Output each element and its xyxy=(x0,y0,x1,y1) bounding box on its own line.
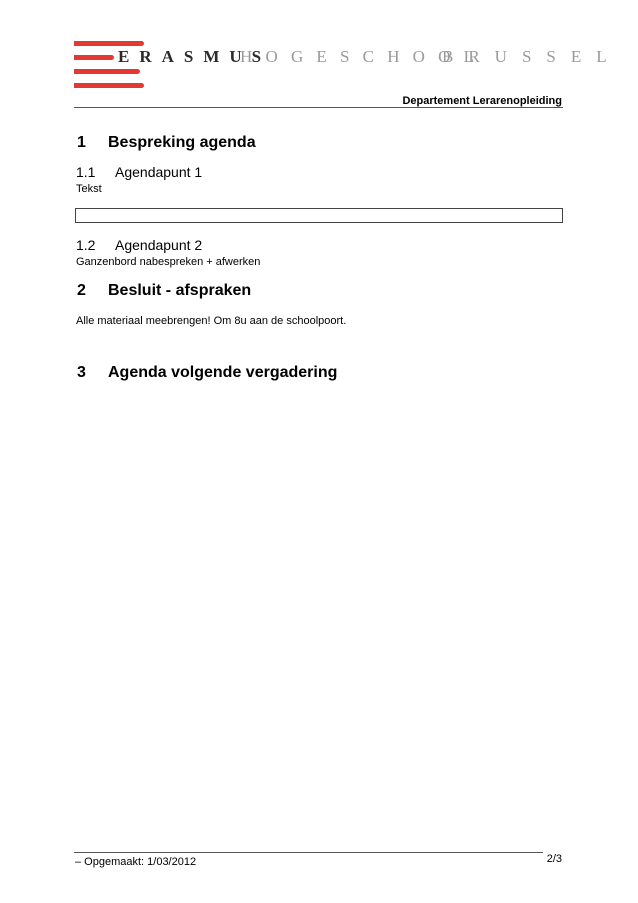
section-number: 1 xyxy=(77,134,86,151)
logo-stripe xyxy=(74,83,144,88)
school-logo xyxy=(74,38,622,94)
subsection-text: Ganzenbord nabespreken + afwerken xyxy=(76,256,261,268)
section-heading xyxy=(77,364,557,384)
section-heading xyxy=(77,134,557,154)
logo-hogeschool: HOGESCHOOL xyxy=(240,47,488,66)
logo-stripe xyxy=(74,41,144,46)
logo-stripe xyxy=(74,55,114,60)
subsection-number: 1.2 xyxy=(76,237,96,253)
footer-divider xyxy=(74,852,543,853)
section-number: 3 xyxy=(77,364,86,381)
subsection-title: Agendapunt 1 xyxy=(115,164,203,180)
department-name: Departement Lerarenopleiding xyxy=(402,95,562,107)
text-box xyxy=(75,208,563,223)
header-divider xyxy=(74,107,563,108)
footer-created-date: – Opgemaakt: 1/03/2012 xyxy=(75,856,197,868)
section-title: Bespreking agenda xyxy=(108,134,256,151)
subsection-heading xyxy=(76,237,556,255)
logo-brussel: BRUSSEL xyxy=(442,47,622,66)
logo-stripe xyxy=(74,69,140,74)
section-title: Agenda volgende vergadering xyxy=(108,364,338,381)
besluit-text: Alle materiaal meebrengen! Om 8u aan de schoolpoort. xyxy=(76,315,347,327)
section-title: Besluit - afspraken xyxy=(108,282,252,299)
page-number: 2/3 xyxy=(546,853,562,865)
subsection-title: Agendapunt 2 xyxy=(115,237,203,253)
subsection-text: Tekst xyxy=(76,183,102,195)
logo-erasmus: ERASMUS xyxy=(118,47,272,66)
subsection-heading xyxy=(76,164,556,182)
section-heading xyxy=(77,282,557,302)
subsection-number: 1.1 xyxy=(76,164,96,180)
section-number: 2 xyxy=(77,282,86,299)
